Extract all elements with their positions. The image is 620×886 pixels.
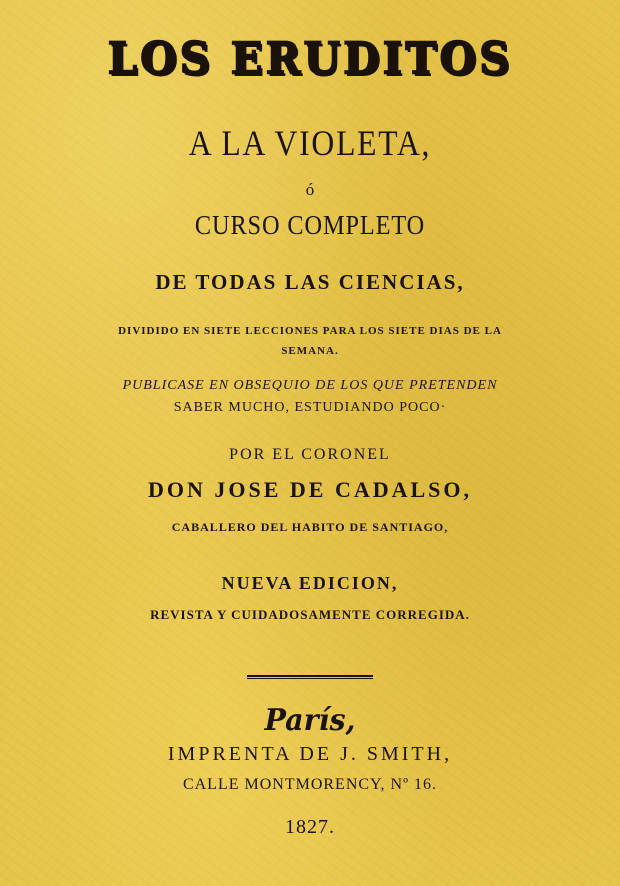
divider-rule	[247, 675, 373, 679]
imprint-city: París,	[264, 703, 356, 738]
imprint-year: 1827.	[285, 816, 335, 838]
division-line-2: SEMANA.	[281, 345, 339, 357]
purpose-line-2: SABER MUCHO, ESTUDIANDO POCO·	[173, 400, 447, 415]
course-heading: CURSO COMPLETO	[194, 210, 426, 240]
subtitle: A LA VIOLETA,	[188, 123, 432, 163]
division-line-1: DIVIDIDO EN SIETE LECCIONES PARA LOS SIETE DIAS DE LA	[118, 325, 502, 337]
imprint-printer: IMPRENTA DE J. SMITH,	[167, 743, 453, 765]
author-name: DON JOSE DE CADALSO,	[147, 477, 473, 502]
main-title: LOS ERUDITOS	[107, 32, 513, 85]
author-title: CABALLERO DEL HABITO DE SANTIAGO,	[171, 520, 449, 534]
edition-label: NUEVA EDICION,	[221, 573, 399, 593]
conjunction: ó	[305, 180, 315, 199]
by-line: POR EL CORONEL	[229, 446, 391, 463]
revision-note: REVISTA Y CUIDADOSAMENTE CORREGIDA.	[150, 607, 470, 622]
purpose-line-1: PUBLICASE EN OBSEQUIO DE LOS QUE PRETENDEN	[122, 378, 498, 393]
sciences-heading: DE TODAS LAS CIENCIAS,	[155, 270, 465, 294]
imprint-address: CALLE MONTMORENCY, Nº 16.	[182, 776, 438, 793]
